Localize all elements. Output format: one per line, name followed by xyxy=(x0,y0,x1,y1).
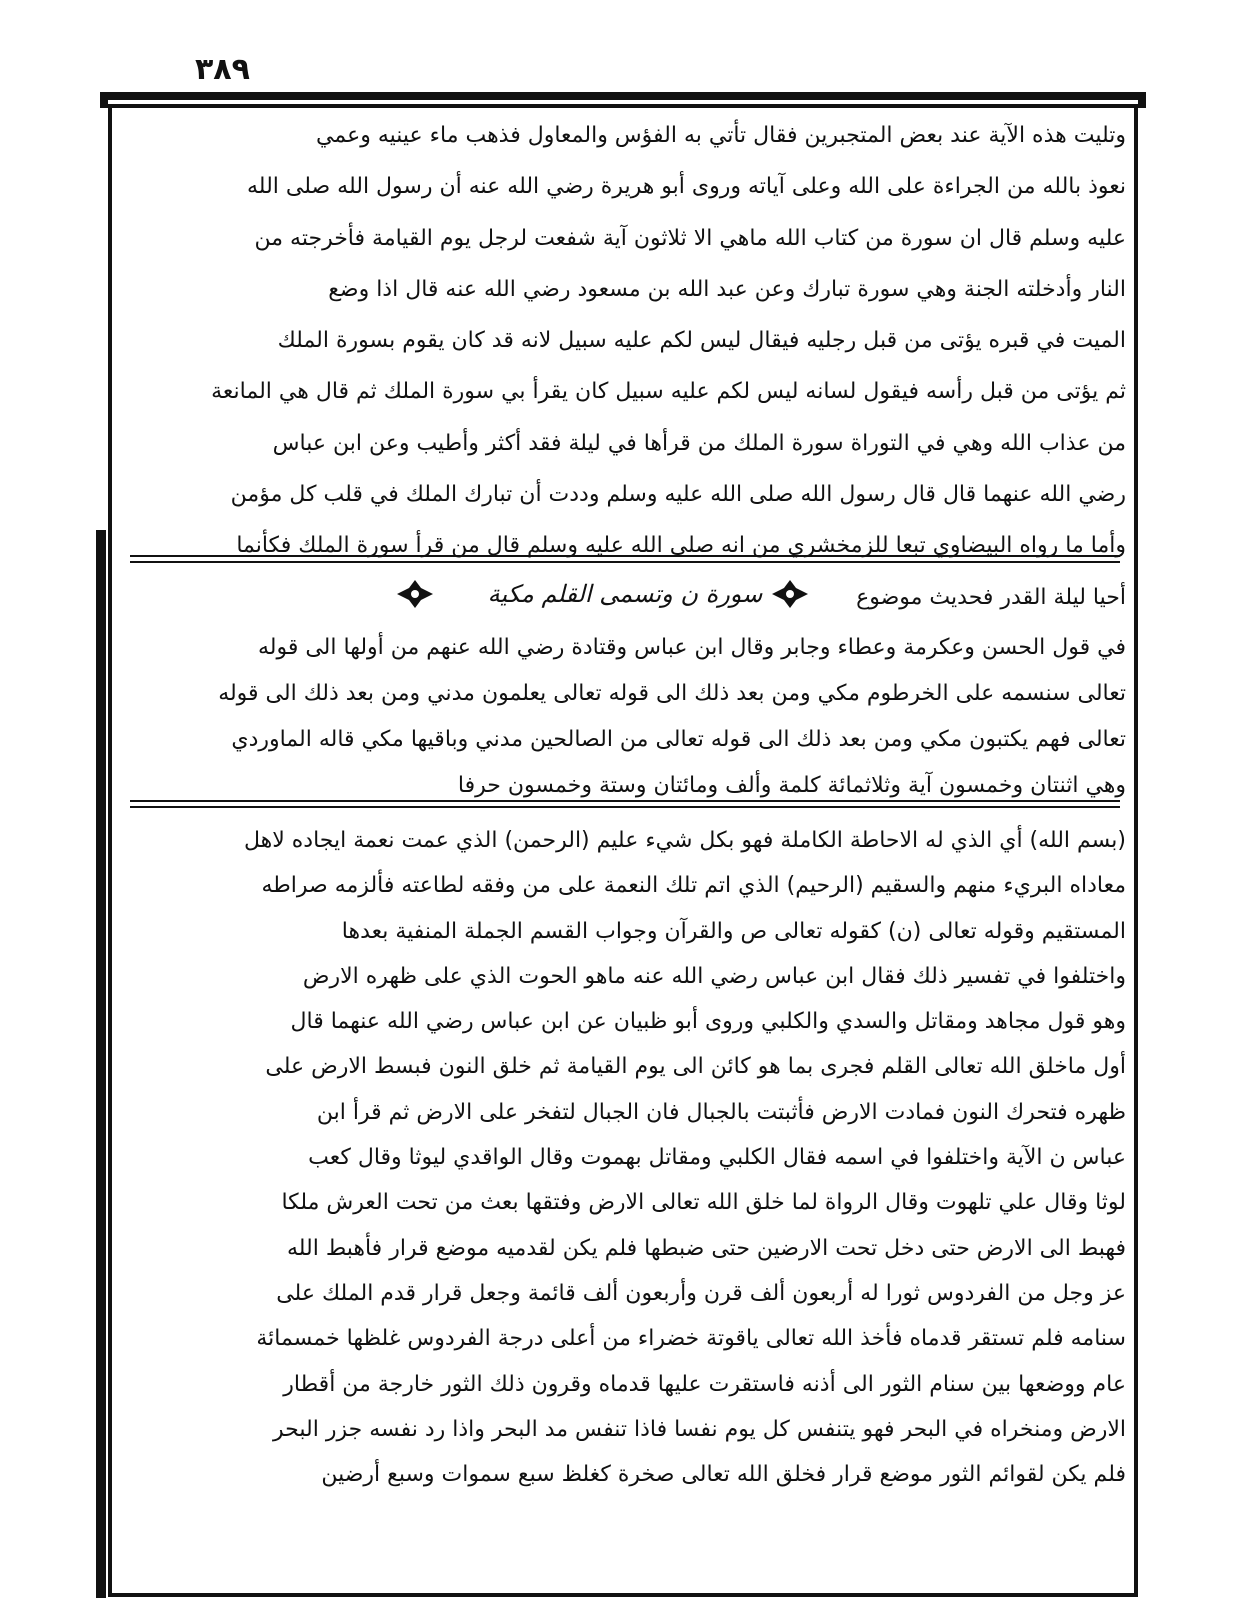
text-line: عليه وسلم قال ان سورة من كتاب الله ماهي الا ثلاثون آية شفعت لرجل يوم القيامة فأخرجته من xyxy=(254,225,1126,251)
text-line: عباس ن الآية واختلفوا في اسمه فقال الكلبي ومقاتل بهموت وقال الواقدي ليوثا وقال كعب xyxy=(308,1145,1126,1171)
commentary-block-2 xyxy=(120,818,1126,1497)
text-line: ظهره فتحرك النون فمادت الارض فأثبتت بالجبال فان الجبال لتفخر على الارض ثم قرأ ابن xyxy=(316,1099,1126,1125)
frame-top-border-gap xyxy=(108,100,1138,104)
text-line: ثم يؤتى من قبل رأسه فيقول لسانه ليس لكم عليه سبيل كان يقرأ بي سورة الملك ثم قال هي المانعة xyxy=(211,379,1126,405)
text-line: (بسم الله) أي الذي له الاحاطة الكاملة فهو بكل شيء عليم (الرحمن) الذي عمت نعمة ايجاده لاهل xyxy=(243,828,1126,853)
text-line: أحيا ليلة القدر فحديث موضوع xyxy=(856,584,1126,610)
page-number: ٣٨٩ xyxy=(195,52,250,87)
frame-left-bar xyxy=(96,530,106,1598)
text-line: تعالى فهم يكتبون مكي ومن بعد ذلك الى قوله تعالى من الصالحين مدني وباقيها مكي قاله الماوردي xyxy=(231,727,1126,752)
commentary-block-1 xyxy=(120,110,1126,623)
text-line: عام ووضعها بين سنام الثور الى أذنه فاستقرت عليها قدماه وقرون ذلك الثور خارجة من أقطار xyxy=(283,1371,1126,1397)
surah-intro-block xyxy=(120,625,1126,809)
text-line: وهو قول مجاهد ومقاتل والسدي والكلبي وروى أبو ظبيان عن ابن عباس رضي الله عنهما قال xyxy=(290,1009,1126,1035)
ornament-icon xyxy=(770,578,810,610)
text-line: وتليت هذه الآية عند بعض المتجبرين فقال تأتي به الفؤس والمعاول فذهب ماء عينيه وعمي xyxy=(316,123,1126,148)
text-line: الارض ومنخراه في البحر فهو يتنفس كل يوم نفسا فاذا تنفس مد البحر واذا رد نفسه جزر البحر xyxy=(273,1416,1126,1442)
text-line: معاداه البريء منهم والسقيم (الرحيم) الذي اتم تلك النعمة على من وفقه لطاعته فألزمه صراطه xyxy=(261,873,1126,899)
text-line: نعوذ بالله من الجراءة على الله وعلى آياته وروى أبو هريرة رضي الله عنه أن رسول الله صلى الله xyxy=(246,174,1126,200)
text-line: المستقيم وقوله تعالى (ن) كقوله تعالى ص والقرآن وجواب القسم الجملة المنفية بعدها xyxy=(341,918,1126,944)
text-line: لوثا وقال علي تلهوت وقال الرواة لما خلق الله تعالى الارض وفتقها بعث من تحت العرش ملكا xyxy=(281,1190,1126,1216)
text-line: واختلفوا في تفسير ذلك فقال ابن عباس رضي الله عنه ماهو الحوت الذي على ظهره الارض xyxy=(302,963,1126,989)
text-line: وأما ما رواه البيضاوي تبعا للزمخشري من انه صلى الله عليه وسلم قال من قرأ سورة الملك فكأنما xyxy=(236,533,1126,559)
text-line: فهبط الى الارض حتى دخل تحت الارضين حتى ضبطها فلم يكن لقدميه موضع قرار فأهبط الله xyxy=(286,1235,1126,1261)
text-line: من عذاب الله وهي في التوراة سورة الملك من قرأها في ليلة فقد أكثر وأطيب وعن ابن عباس xyxy=(272,430,1126,456)
text-line: الميت في قبره يؤتى من قبل رجليه فيقال ليس لكم عليه سبيل لانه قد كان يقوم بسورة الملك xyxy=(277,328,1126,354)
text-line: وهي اثنتان وخمسون آية وثلاثمائة كلمة وألف ومائتان وستة وخمسون حرفا xyxy=(457,773,1126,798)
text-line: عز وجل من الفردوس ثورا له أربعون ألف قرن وأربعون ألف قائمة وجعل قرار قدم الملك على xyxy=(276,1280,1126,1306)
text-line: تعالى سنسمه على الخرطوم مكي ومن بعد ذلك الى قوله تعالى يعلمون مدني ومن بعد ذلك الى قوله xyxy=(218,681,1126,706)
text-line: فلم يكن لقوائم الثور موضع قرار فخلق الله تعالى صخرة كغلظ سبع سموات وسبع أرضين xyxy=(321,1462,1126,1488)
text-line: النار وأدخلته الجنة وهي سورة تبارك وعن عبد الله بن مسعود رضي الله عنه قال اذا وضع xyxy=(328,276,1126,302)
text-line: رضي الله عنهما قال قال رسول الله صلى الله عليه وسلم وددت أن تبارك الملك في قلب كل مؤمن xyxy=(230,482,1126,508)
text-line: سنامه فلم تستقر قدماه فأخذ الله تعالى ياقوتة خضراء من أعلى درجة الفردوس غلظها خمسمائة xyxy=(256,1326,1126,1352)
text-line: أول ماخلق الله تعالى القلم فجرى بما هو كائن الى يوم القيامة ثم خلق النون فبسط الارض على xyxy=(265,1054,1126,1080)
double-rule xyxy=(130,555,1120,563)
surah-heading: سورة ن وتسمى القلم مكية xyxy=(487,580,763,608)
double-rule xyxy=(130,800,1120,808)
text-line: في قول الحسن وعكرمة وعطاء وجابر وقال ابن عباس وقتادة رضي الله عنهم من أولها الى قوله xyxy=(257,635,1126,660)
